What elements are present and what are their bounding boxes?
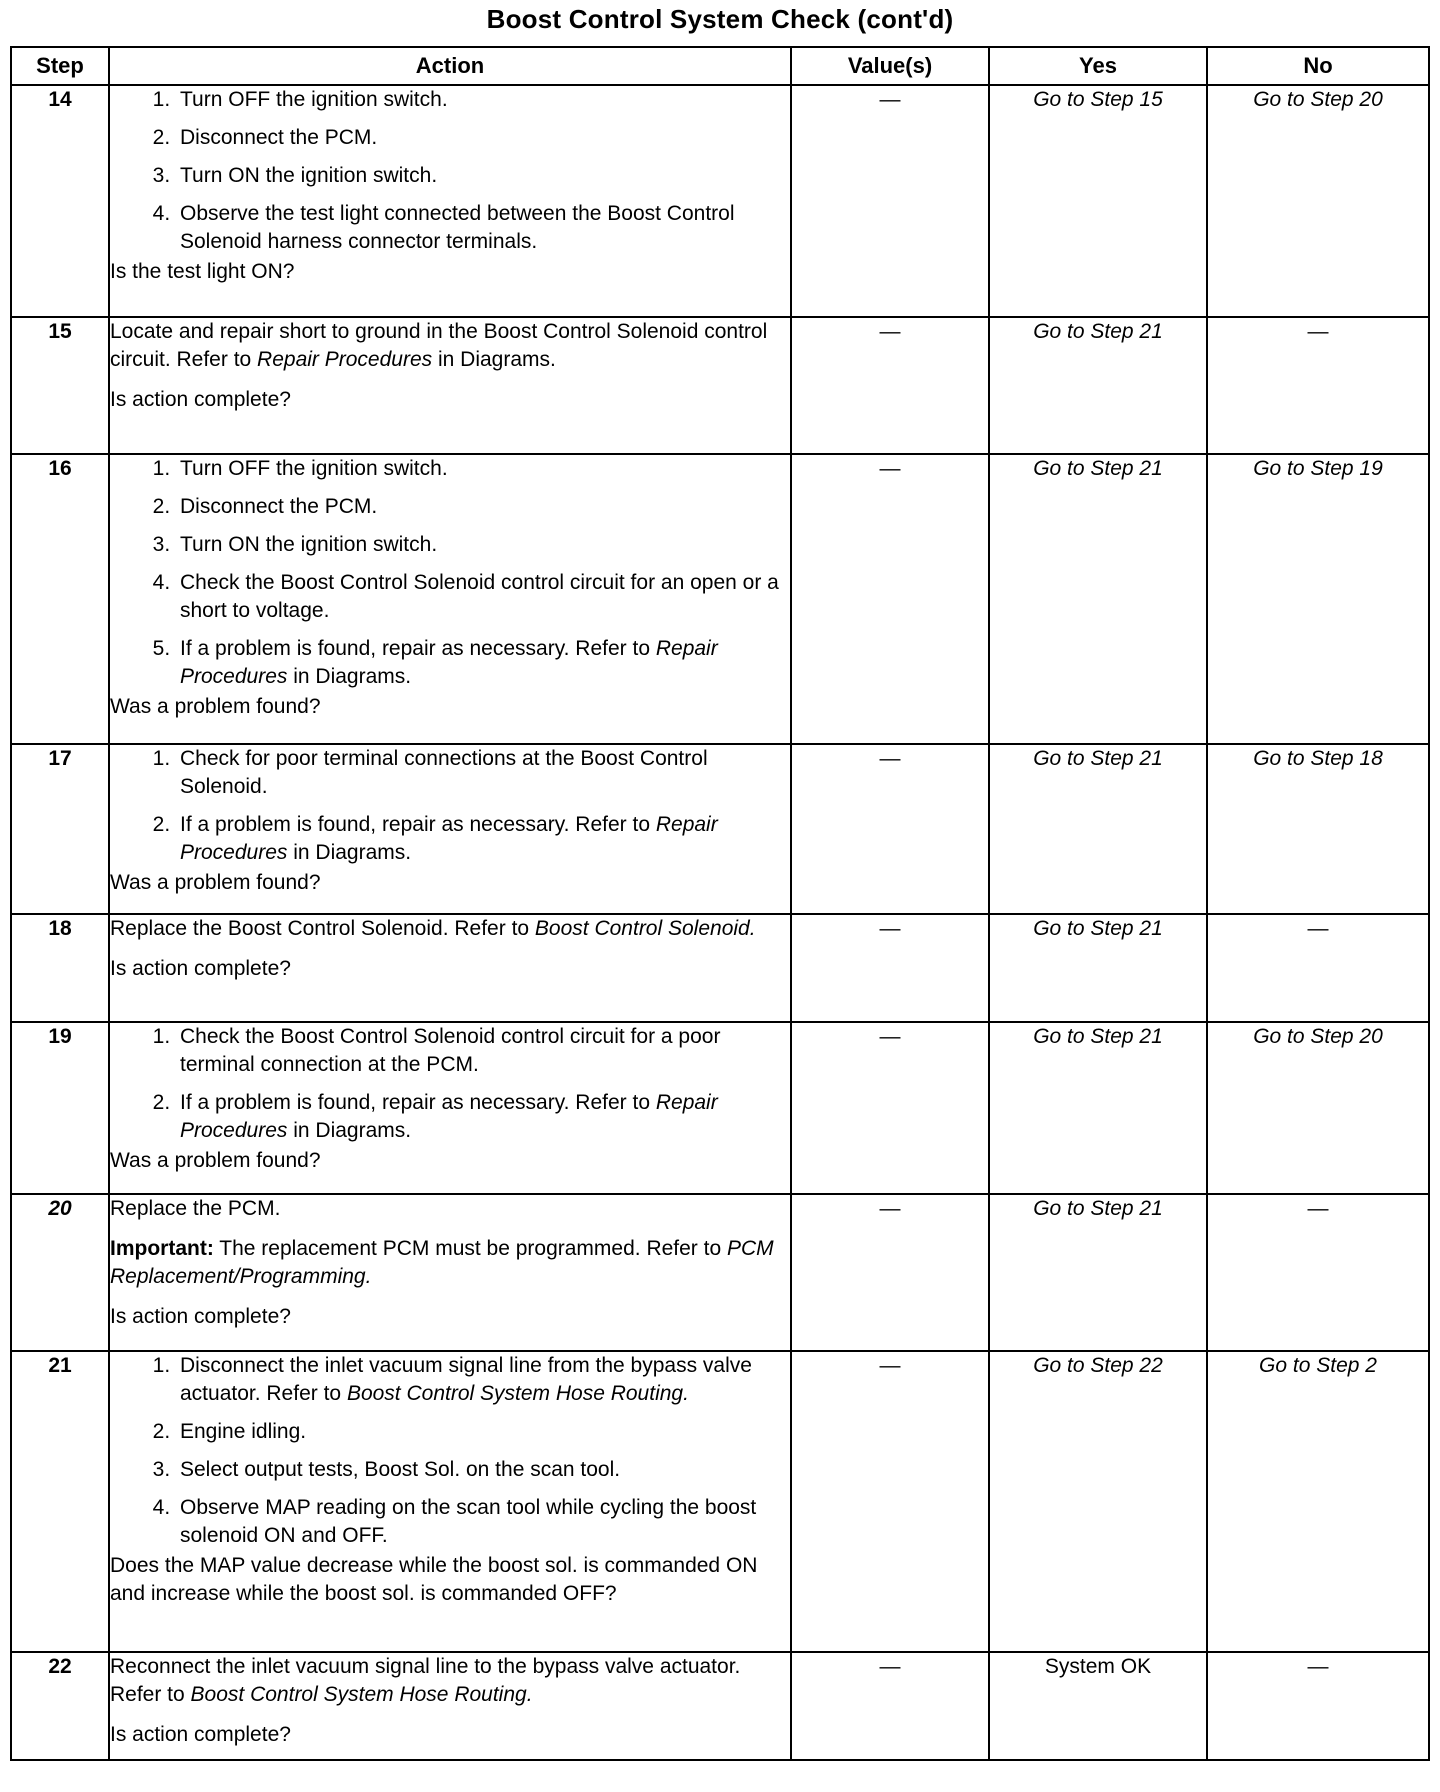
action-cell [109,1652,791,1760]
header-action: Action [109,47,791,85]
step-number: 17 [11,744,109,914]
question-text: Does the MAP value decrease while the boost sol. is commanded ON and increase while the boost sol. is commanded OFF? [110,1554,758,1605]
important-label: Important: [110,1237,214,1260]
value-cell: — [791,85,989,317]
header-yes: Yes [989,47,1207,85]
list-item [176,811,790,867]
reference-link[interactable]: Boost Control System Hose Routing. [190,1683,533,1706]
reference-link[interactable]: Boost Control System Hose Routing. [346,1382,689,1405]
list-item-part: If a problem is found, repair as necessary. Refer to [180,813,656,836]
header-values: Value(s) [791,47,989,85]
value-cell: — [791,1652,989,1760]
yes-link[interactable]: Go to Step 15 [989,85,1207,317]
action-list [110,1352,790,1550]
action-cell [109,317,791,454]
action-text-part: in Diagrams. [432,348,556,371]
yes-link[interactable]: Go to Step 21 [989,914,1207,1022]
question-text: Was a problem found? [110,695,321,718]
table-row [11,85,1429,317]
list-item-part: in Diagrams. [287,841,412,864]
action-text-part: Replace the Boost Control Solenoid. Refer to [110,917,535,940]
reference-link[interactable]: PCM Replacement/Programming. [110,1237,774,1288]
no-link[interactable]: Go to Step 2 [1207,1351,1429,1652]
table-row [11,1022,1429,1194]
yes-link[interactable]: Go to Step 21 [989,317,1207,454]
question-text: Is the test light ON? [110,260,295,283]
question-text: Was a problem found? [110,1149,321,1172]
table-row [11,317,1429,454]
action-list [110,455,790,691]
yes-link[interactable]: Go to Step 21 [989,454,1207,744]
important-note [110,1235,790,1291]
list-item: 3. Select output tests, Boost Sol. on the scan tool. [176,1456,790,1484]
step-number: 14 [11,85,109,317]
page-title: Boost Control System Check (cont'd) [486,4,954,34]
step-number: 22 [11,1652,109,1760]
value-cell: — [791,1022,989,1194]
value-cell: — [791,1351,989,1652]
action-text-part: Locate and repair short to ground in the Boost Control Solenoid control circuit. Refer to [110,320,768,371]
step-number: 15 [11,317,109,454]
no-link[interactable]: Go to Step 20 [1207,85,1429,317]
reference-link[interactable]: Repair Procedures [180,1091,718,1142]
action-list [110,745,790,867]
question-text: Was a problem found? [110,871,321,894]
diagnostic-table [10,46,1430,1761]
no-value: — [1207,1652,1429,1760]
value-cell: — [791,914,989,1022]
no-value: — [1207,914,1429,1022]
action-text [110,1653,790,1709]
yes-link[interactable]: Go to Step 22 [989,1351,1207,1652]
no-value: — [1207,317,1429,454]
list-item [176,635,790,691]
list-item: 1. Turn OFF the ignition switch. [176,455,790,483]
action-list [110,1023,790,1145]
no-link[interactable]: Go to Step 19 [1207,454,1429,744]
list-item: 2. Disconnect the PCM. [176,124,790,152]
list-item: 1. Check for poor terminal connections at the Boost Control Solenoid. [176,745,790,801]
action-cell [109,454,791,744]
question-text: Is action complete? [110,388,291,411]
list-item: 1. Check the Boost Control Solenoid control circuit for a poor terminal connection at the PCM. [176,1023,790,1079]
no-value: — [1207,1194,1429,1351]
table-row [11,1652,1429,1760]
step-number: 20 [11,1194,109,1351]
action-cell [109,85,791,317]
table-row [11,914,1429,1022]
list-item: 1. Turn OFF the ignition switch. [176,86,790,114]
important-text: The replacement PCM must be programmed. Refer to [213,1237,727,1260]
header-step: Step [11,47,109,85]
value-cell: — [791,744,989,914]
value-cell: — [791,317,989,454]
step-number: 18 [11,914,109,1022]
list-item-part: If a problem is found, repair as necessary. Refer to [180,1091,656,1114]
list-item-part: If a problem is found, repair as necessary. Refer to [180,637,656,660]
value-cell: — [791,1194,989,1351]
step-number: 16 [11,454,109,744]
list-item: 4. Observe MAP reading on the scan tool while cycling the boost solenoid ON and OFF. [176,1494,790,1550]
action-cell [109,914,791,1022]
yes-link[interactable]: Go to Step 21 [989,1022,1207,1194]
list-item [176,1352,790,1408]
reference-link[interactable]: Repair Procedures [257,348,433,371]
list-item: 4. Observe the test light connected between the Boost Control Solenoid harness connector terminals. [176,200,790,256]
list-item: 2. Disconnect the PCM. [176,493,790,521]
reference-link[interactable]: Repair Procedures [180,637,718,688]
question-text: Is action complete? [110,957,291,980]
yes-link[interactable]: Go to Step 21 [989,1194,1207,1351]
yes-value: System OK [989,1652,1207,1760]
table-row [11,744,1429,914]
list-item-part: in Diagrams. [287,665,412,688]
yes-link[interactable]: Go to Step 21 [989,744,1207,914]
action-text [110,318,790,374]
question-text: Is action complete? [110,1305,291,1328]
header-no: No [1207,47,1429,85]
list-item: 2. Engine idling. [176,1418,790,1446]
action-cell [109,1022,791,1194]
list-item [176,1089,790,1145]
step-number: 21 [11,1351,109,1652]
reference-link[interactable]: Boost Control Solenoid. [534,917,756,940]
list-item-part: Disconnect the inlet vacuum signal line from the bypass valve actuator. Refer to [180,1354,752,1405]
list-item: 3. Turn ON the ignition switch. [176,162,790,190]
value-cell: — [791,454,989,744]
step-number: 19 [11,1022,109,1194]
list-item: 4. Check the Boost Control Solenoid control circuit for an open or a short to voltage. [176,569,790,625]
question-text: Is action complete? [110,1723,291,1746]
list-item: 3. Turn ON the ignition switch. [176,531,790,559]
list-item-part: in Diagrams. [287,1119,412,1142]
no-link[interactable]: Go to Step 20 [1207,1022,1429,1194]
action-cell [109,1351,791,1652]
action-cell [109,744,791,914]
action-list [110,86,790,256]
no-link[interactable]: Go to Step 18 [1207,744,1429,914]
reference-link[interactable]: Repair Procedures [180,813,718,864]
table-header-row [11,47,1429,85]
table-row [11,1351,1429,1652]
table-row [11,454,1429,744]
action-text: Replace the PCM. [110,1197,281,1220]
action-text-part: Reconnect the inlet vacuum signal line to the bypass valve actuator. Refer to [110,1655,741,1706]
action-text [110,915,790,943]
action-cell [109,1194,791,1351]
table-row [11,1194,1429,1351]
